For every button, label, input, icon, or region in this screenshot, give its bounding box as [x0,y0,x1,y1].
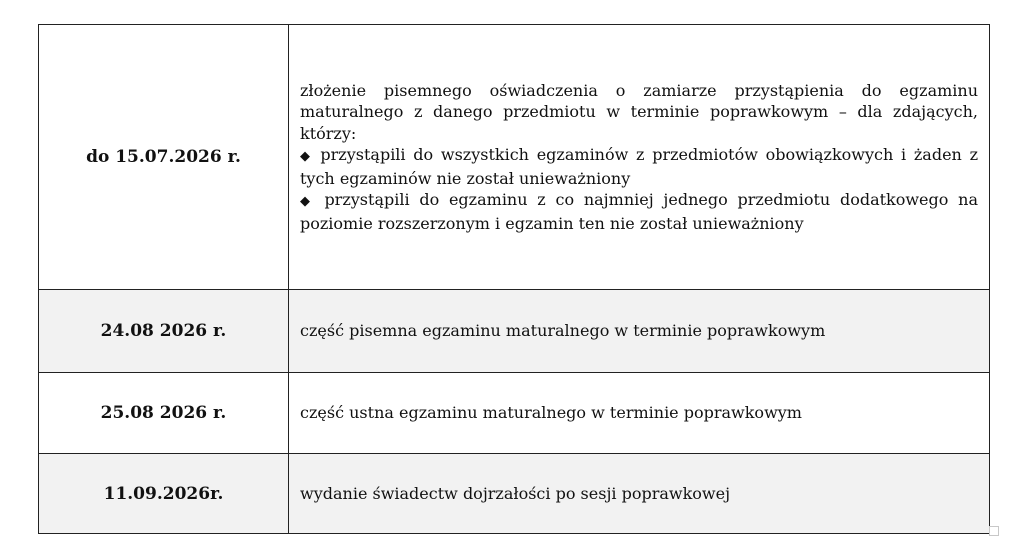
bullet-item [300,189,978,234]
diamond-bullet-icon: ◆ [300,149,313,165]
description-intro: złożenie pisemnego oświadczenia o zamiarze przystąpienia do egzaminu maturalnego z danego przedmiotu w terminie poprawkowym – dla zdających, którzy: [300,80,978,143]
table-row [39,25,990,290]
bullet-item [300,144,978,189]
table-row [39,290,990,373]
date-cell: do 15.07.2026 r. [39,25,289,290]
table-row [39,454,990,534]
table-row [39,373,990,454]
diamond-bullet-icon: ◆ [300,194,315,210]
description-cell [289,25,990,290]
description-cell: część ustna egzaminu maturalnego w terminie poprawkowym [289,373,990,454]
bullet-text: przystąpili do egzaminu z co najmniej jednego przedmiotu dodatkowego na poziomie rozszerzonym i egzamin ten nie został unieważniony [300,190,978,233]
bullet-text: przystąpili do wszystkich egzaminów z przedmiotów obowiązkowych i żaden z tych egzaminów nie został unieważniony [300,145,979,188]
table-resize-handle[interactable] [989,526,999,536]
exam-schedule-table [38,24,990,534]
description-cell: część pisemna egzaminu maturalnego w terminie poprawkowym [289,290,990,373]
description-cell: wydanie świadectw dojrzałości po sesji poprawkowej [289,454,990,534]
date-cell: 25.08 2026 r. [39,373,289,454]
date-cell: 24.08 2026 r. [39,290,289,373]
date-cell: 11.09.2026r. [39,454,289,534]
